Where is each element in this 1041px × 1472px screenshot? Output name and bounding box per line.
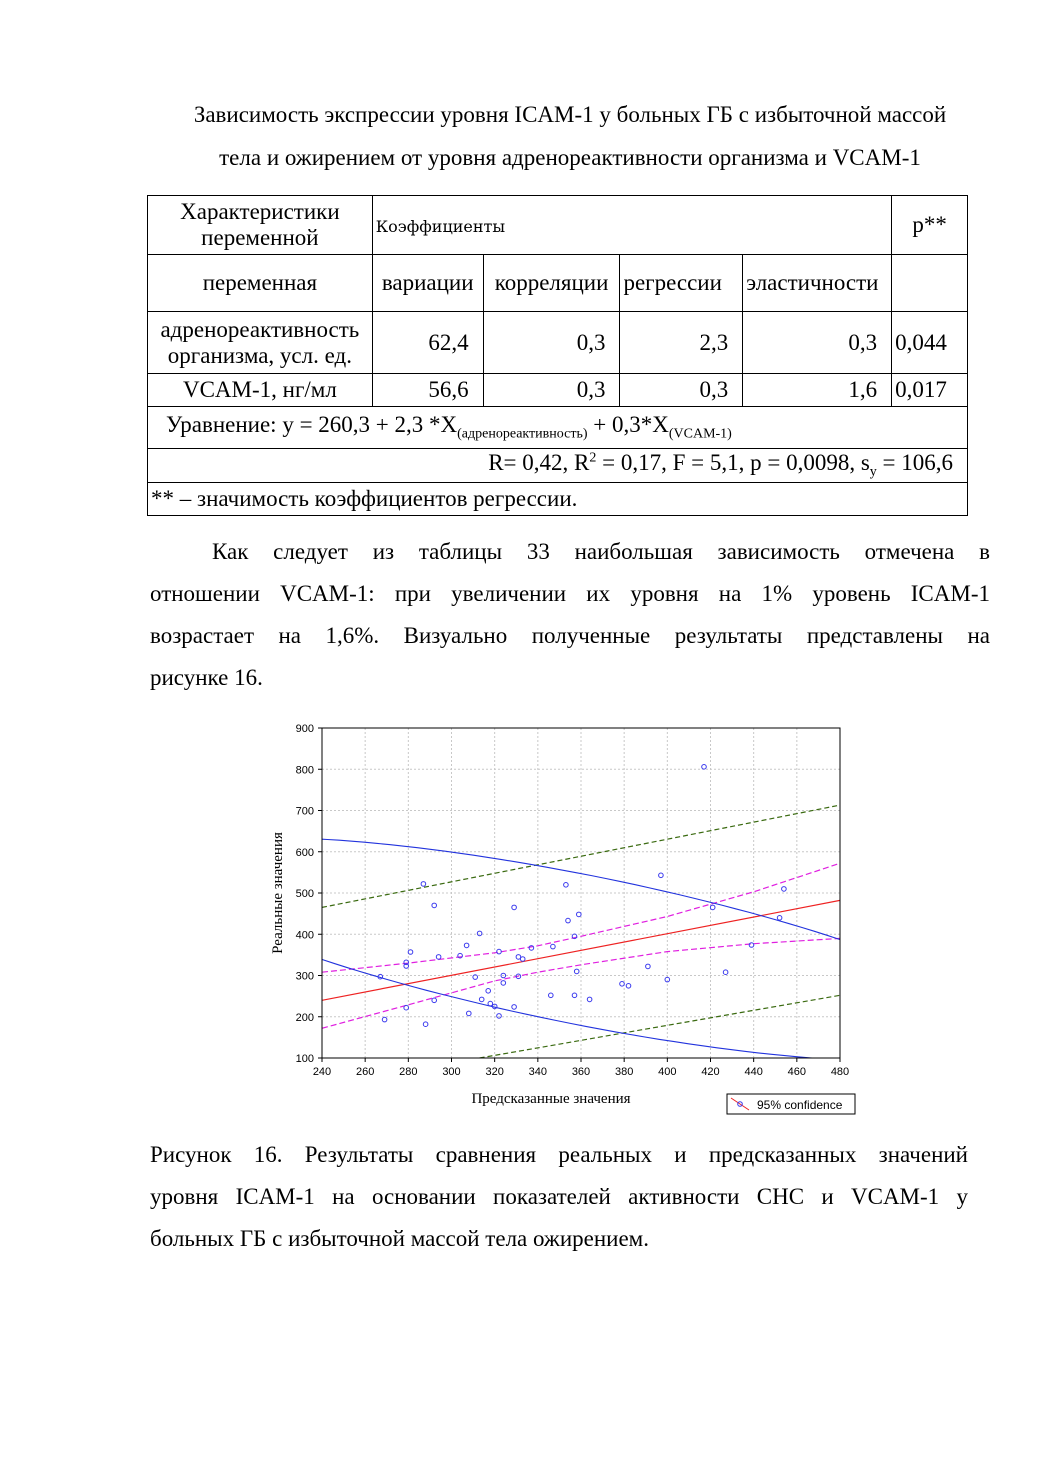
- data-point: [408, 950, 413, 955]
- header-elasticity: эластичности: [743, 255, 892, 312]
- data-point: [486, 989, 491, 994]
- figure-caption: [150, 1134, 968, 1260]
- table-footnote: ** – значимость коэффициентов регрессии.: [148, 483, 968, 516]
- row-variation: 56,6: [372, 374, 483, 407]
- paragraph-line: Как следует из таблицы 33 наибольшая зависимость отмечена в: [212, 539, 990, 564]
- data-point: [723, 970, 728, 975]
- y-tick-label: 100: [295, 1053, 314, 1065]
- x-tick-label: 480: [830, 1066, 850, 1078]
- data-point: [432, 998, 437, 1003]
- data-point: [421, 882, 426, 887]
- header-coefficients: Коэффициенты: [372, 196, 891, 255]
- data-point: [551, 944, 556, 949]
- x-tick-label: 240: [312, 1066, 332, 1078]
- row-elasticity: 1,6: [743, 374, 892, 407]
- x-tick-label: 320: [485, 1066, 504, 1078]
- x-tick-label: 460: [787, 1066, 807, 1078]
- data-point: [477, 931, 482, 936]
- data-point: [710, 905, 715, 910]
- data-point: [620, 982, 625, 987]
- x-tick-label: 300: [442, 1066, 461, 1078]
- x-tick-label: 280: [399, 1066, 418, 1078]
- model-statistics: R= 0,42, $R^2 = 0,17$, F = 5,1, p = 0,0098, $s_y = 106,6$: [148, 449, 968, 483]
- y-tick-label: 800: [295, 764, 314, 777]
- y-tick-label: 500: [295, 888, 314, 900]
- data-point: [577, 912, 582, 917]
- scatter-chart: [262, 716, 862, 1121]
- y-axis-label: Реальные значения: [270, 832, 286, 954]
- header-characteristics: Характеристики переменной: [148, 196, 373, 255]
- data-point: [479, 997, 484, 1002]
- y-tick-label: 400: [295, 929, 314, 942]
- data-point: [436, 955, 441, 960]
- y-tick-label: 900: [295, 723, 314, 735]
- paragraph-line: рисунке 16.: [150, 665, 263, 690]
- data-point: [404, 1005, 409, 1010]
- x-tick-label: 380: [614, 1066, 634, 1078]
- header-regression: регрессии: [620, 255, 743, 312]
- data-point: [566, 918, 571, 923]
- x-tick-label: 360: [571, 1066, 591, 1078]
- y-tick-label: 700: [295, 805, 314, 818]
- row-p: 0,017: [892, 374, 968, 407]
- caption-line: больных ГБ с избыточной массой тела ожирением.: [150, 1226, 649, 1251]
- regression-table: [147, 195, 968, 516]
- data-point: [564, 883, 569, 888]
- row-name: адренореактивность организма, усл. ед.: [148, 312, 373, 374]
- x-tick-label: 440: [744, 1066, 763, 1078]
- header-variable: переменная: [148, 255, 373, 312]
- row-variation: 62,4: [372, 312, 483, 374]
- data-point: [501, 981, 506, 986]
- paragraph-line: возрастает на 1,6%. Визуально полученные результаты представлены на: [150, 623, 990, 648]
- data-point: [777, 916, 782, 921]
- x-axis-label: Предсказанные значения: [471, 1091, 631, 1107]
- row-correlation: 0,3: [483, 312, 620, 374]
- regression-equation: Уравнение: y = 260,3 + 2,3 $*X_{(адренореактивность)} + 0,3*X_{(VCAM-1)}$: [148, 407, 968, 449]
- x-tick-label: 340: [528, 1066, 548, 1078]
- data-point: [749, 943, 754, 948]
- header-p: p**: [892, 196, 968, 255]
- data-point: [497, 1014, 502, 1019]
- data-point: [702, 765, 707, 770]
- data-point: [432, 903, 437, 908]
- y-tick-label: 300: [295, 970, 314, 983]
- legend-label: 95% confidence: [757, 1098, 843, 1112]
- data-point: [464, 943, 469, 948]
- data-point: [520, 957, 525, 962]
- table-row: [148, 374, 968, 407]
- row-regression: 0,3: [620, 374, 743, 407]
- data-point: [512, 905, 517, 910]
- table-title-line1: Зависимость экспрессии уровня ICAM-1 у больных ГБ с избыточной массой: [193, 102, 947, 127]
- y-tick-label: 200: [295, 1011, 314, 1024]
- x-tick-label: 420: [701, 1066, 720, 1078]
- row-name: VCAM-1, нг/мл: [148, 374, 373, 407]
- data-point: [572, 993, 577, 998]
- header-correlation: корреляции: [483, 255, 620, 312]
- x-tick-label: 260: [355, 1066, 375, 1078]
- data-point: [659, 873, 664, 878]
- y-tick-label: 600: [295, 846, 314, 859]
- data-point: [488, 1001, 493, 1006]
- confidence-ellipse: [262, 838, 862, 1062]
- row-correlation: 0,3: [483, 374, 620, 407]
- caption-line: уровня ICAM-1 на основании показателей активности СНС и VCAM-1 у: [150, 1184, 968, 1209]
- caption-line: Рисунок 16. Результаты сравнения реальных и предсказанных значений: [150, 1142, 968, 1167]
- data-point: [646, 964, 651, 969]
- data-point: [497, 949, 502, 954]
- data-point: [382, 1017, 387, 1022]
- row-p: 0,044: [892, 312, 968, 374]
- data-point: [423, 1022, 428, 1027]
- data-point: [574, 969, 579, 974]
- paragraph-line: отношении VCAM-1: при увеличении их уровня на 1% уровень ICAM-1: [150, 581, 990, 606]
- data-point: [782, 887, 787, 892]
- table-row: [148, 312, 968, 374]
- prediction-band-lower: [480, 995, 840, 1058]
- header-variation: вариации: [372, 255, 483, 312]
- data-point: [467, 1011, 472, 1016]
- row-elasticity: 0,3: [743, 312, 892, 374]
- body-paragraph: [150, 531, 990, 699]
- x-tick-label: 400: [658, 1066, 677, 1078]
- data-point: [626, 984, 631, 989]
- data-point: [587, 997, 592, 1002]
- table-title-line2: тела и ожирением от уровня адренореактивности организма и VCAM-1: [219, 145, 921, 170]
- row-regression: 2,3: [620, 312, 743, 374]
- data-point: [512, 1005, 517, 1010]
- data-point: [549, 993, 554, 998]
